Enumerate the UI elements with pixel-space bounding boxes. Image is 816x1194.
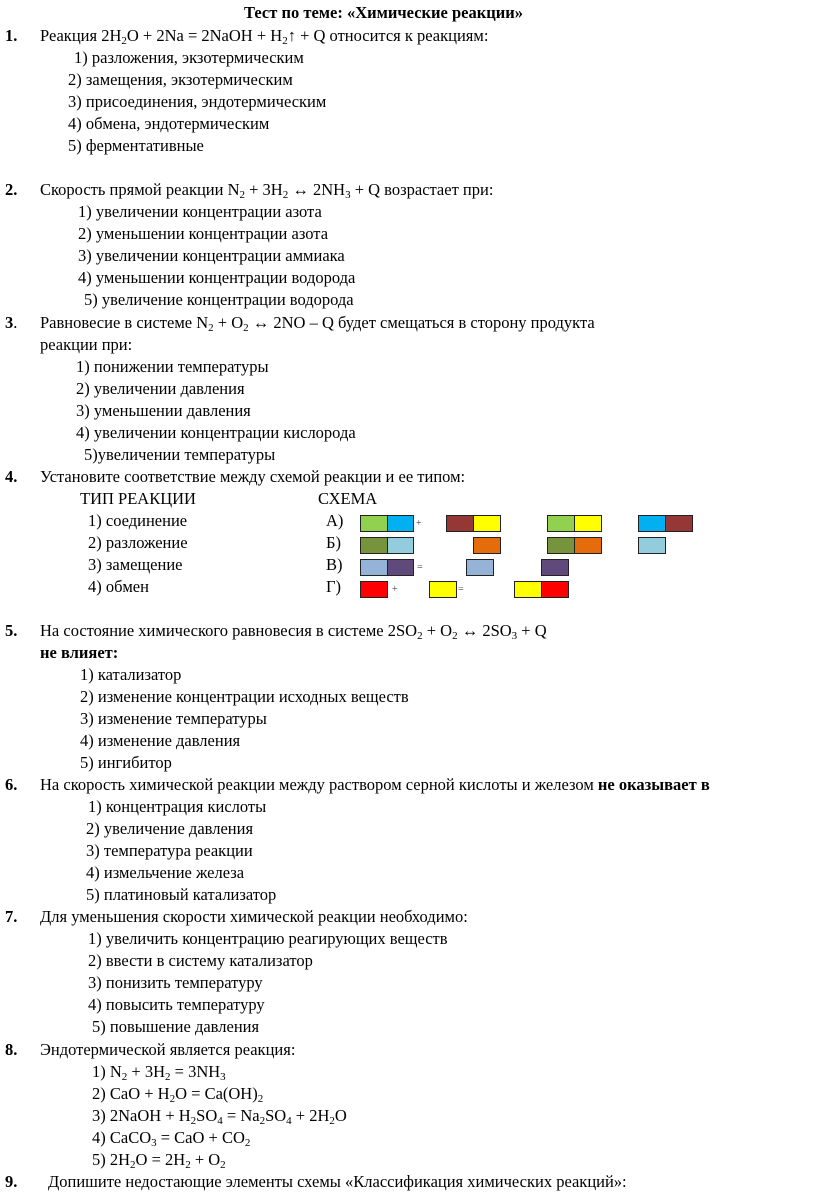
page-title: Тест по теме: «Химические реакции» bbox=[244, 3, 524, 22]
q5-option-3: 3) изменение температуры bbox=[80, 709, 267, 728]
q3-option-4: 4) увеличении концентрации кислорода bbox=[76, 423, 356, 442]
q2-text: Скорость прямой реакции $N_2 + 3H_2$ ↔ $2NH_3 + Q$ возрастает при: bbox=[40, 180, 494, 201]
scheme-g-block-yellow-2 bbox=[514, 581, 542, 598]
q3-option-1: 1) понижении температуры bbox=[76, 357, 269, 376]
q5-option-1: 1) катализатор bbox=[80, 665, 182, 684]
scheme-b-block-orange bbox=[473, 537, 501, 554]
q4-col-type-header: ТИП РЕАКЦИИ bbox=[80, 489, 196, 508]
scheme-g-plus: + bbox=[392, 584, 398, 595]
q5-option-5: 5) ингибитор bbox=[80, 753, 172, 772]
q5-option-4: 4) изменение давления bbox=[80, 731, 241, 750]
q7-option-4: 4) повысить температуру bbox=[88, 995, 265, 1014]
scheme-v-block-purple bbox=[387, 559, 414, 576]
q1-text: Реакция $2H_2O + 2Na$ = 2NaOH + $H_2↑ + Q$ относится к реакциям: bbox=[40, 26, 489, 47]
scheme-v-eq: = bbox=[417, 562, 423, 573]
q1-option-3: 3) присоединения, эндотермическим bbox=[68, 92, 327, 111]
q6-option-3: 3) температура реакции bbox=[86, 841, 253, 860]
q6-option-2: 2) увеличение давления bbox=[86, 819, 254, 838]
q4-scheme-label-b: Б) bbox=[326, 533, 341, 552]
q1-option-2: 2) замещения, экзотермическим bbox=[68, 70, 293, 89]
q4-number: 4. bbox=[5, 467, 18, 486]
q8-option-5: 5) $2H_2O = 2H_2 + O_2$ bbox=[92, 1150, 226, 1171]
q5-option-2: 2) изменение концентрации исходных веществ bbox=[80, 687, 409, 706]
scheme-b-block-olive-green-2 bbox=[547, 537, 575, 554]
q3-number: 3. bbox=[5, 313, 18, 332]
scheme-b-block-olive-green bbox=[360, 537, 388, 554]
q7-option-1: 1) увеличить концентрацию реагирующих веществ bbox=[88, 929, 448, 948]
q2-number: 2. bbox=[5, 180, 18, 199]
q2-option-5: 5) увеличение концентрации водорода bbox=[84, 290, 354, 309]
scheme-b-block-orange-2 bbox=[574, 537, 602, 554]
q7-option-3: 3) понизить температуру bbox=[88, 973, 263, 992]
q7-option-2: 2) ввести в систему катализатор bbox=[88, 951, 313, 970]
q7-option-5: 5) повышение давления bbox=[92, 1017, 260, 1036]
q6-option-4: 4) измельчение железа bbox=[86, 863, 245, 882]
scheme-v-block-purple-2 bbox=[541, 559, 569, 576]
q6-text: На скорость химической реакции между раствором серной кислоты и железом не оказывает в bbox=[40, 775, 710, 794]
scheme-a-block-light-green-2 bbox=[547, 515, 575, 532]
q2-option-4: 4) уменьшении концентрации водорода bbox=[78, 268, 356, 287]
scheme-b-block-light-blue bbox=[387, 537, 414, 554]
scheme-g-block-red bbox=[360, 581, 388, 598]
scheme-a-plus: + bbox=[416, 518, 422, 529]
scheme-a-block-maroon-2 bbox=[665, 515, 693, 532]
scheme-a-block-blue-2 bbox=[638, 515, 666, 532]
q4-type-2: 2) разложение bbox=[88, 533, 188, 552]
q1-option-1: 1) разложения, экзотермическим bbox=[74, 48, 304, 67]
q3-option-3: 3) уменьшении давления bbox=[76, 401, 251, 420]
q4-type-3: 3) замещение bbox=[88, 555, 183, 574]
scheme-a-block-light-green bbox=[360, 515, 388, 532]
q6-option-1: 1) концентрация кислоты bbox=[88, 797, 267, 816]
q5-number: 5. bbox=[5, 621, 18, 640]
q9-number: 9. bbox=[5, 1172, 18, 1191]
scheme-v-block-steel-blue bbox=[360, 559, 388, 576]
scheme-g-block-yellow bbox=[429, 581, 457, 598]
q4-text: Установите соответствие между схемой реакции и ее типом: bbox=[40, 467, 466, 486]
q4-scheme-label-d: Г) bbox=[326, 577, 342, 596]
scheme-a-block-yellow bbox=[473, 515, 501, 532]
q8-option-3: 3) 2NaOH + $H_2SO_4 = Na_2SO_4 + 2H_2O$ bbox=[92, 1106, 347, 1127]
q2-option-3: 3) увеличении концентрации аммиака bbox=[78, 246, 345, 265]
scheme-b-block-light-blue-2 bbox=[638, 537, 666, 554]
q8-option-1: 1) $N_2 + 3H_2 = 3NH_3$ bbox=[92, 1062, 226, 1083]
q5-text: На состояние химического равновесия в системе $2SO_2 + O_2$ ↔ $2SO_3 + Q$ bbox=[40, 621, 547, 642]
q4-scheme-label-c: В) bbox=[326, 555, 343, 574]
q8-option-2: 2) CaO + $H_2O = Ca(OH)_2$ bbox=[92, 1084, 264, 1105]
q6-option-5: 5) платиновый катализатор bbox=[86, 885, 277, 904]
q8-number: 8. bbox=[5, 1040, 18, 1059]
q4-col-scheme-header: СХЕМА bbox=[318, 489, 378, 508]
q3-text: Равновесие в системе $N_2 + O_2$ ↔ 2NO – Q будет смещаться в сторону продукта bbox=[40, 313, 595, 334]
q4-scheme-label-a: А) bbox=[326, 511, 344, 530]
q9-text: Допишите недостающие элементы схемы «Классификация химических реакций»: bbox=[48, 1172, 627, 1191]
q2-option-1: 1) увеличении концентрации азота bbox=[78, 202, 322, 221]
q8-text: Эндотермической является реакция: bbox=[40, 1040, 296, 1059]
scheme-g-block-red-2 bbox=[541, 581, 569, 598]
scheme-a-block-yellow-2 bbox=[574, 515, 602, 532]
q4-type-4: 4) обмен bbox=[88, 577, 149, 596]
q3-option-2: 2) увеличении давления bbox=[76, 379, 245, 398]
q7-number: 7. bbox=[5, 907, 18, 926]
q1-number: 1. bbox=[5, 26, 18, 45]
scheme-g-eq: = bbox=[458, 584, 464, 595]
q1-option-4: 4) обмена, эндотермическим bbox=[68, 114, 270, 133]
scheme-a-block-maroon bbox=[446, 515, 474, 532]
q7-text: Для уменьшения скорости химической реакции необходимо: bbox=[40, 907, 468, 926]
scheme-a-block-blue bbox=[387, 515, 414, 532]
q8-option-4: 4) CaCO$_3$ = CaO + $CO_2$ bbox=[92, 1128, 251, 1149]
q3-option-5: 5)увеличении температуры bbox=[84, 445, 276, 464]
q3-text-line2: реакции при: bbox=[40, 335, 133, 354]
q6-number: 6. bbox=[5, 775, 18, 794]
q1-option-5: 5) ферментативные bbox=[68, 136, 204, 155]
q4-type-1: 1) соединение bbox=[88, 511, 188, 530]
scheme-v-block-steel-blue-2 bbox=[466, 559, 494, 576]
q2-option-2: 2) уменьшении концентрации азота bbox=[78, 224, 329, 243]
q5-text-line2: не влияет: bbox=[40, 643, 119, 662]
